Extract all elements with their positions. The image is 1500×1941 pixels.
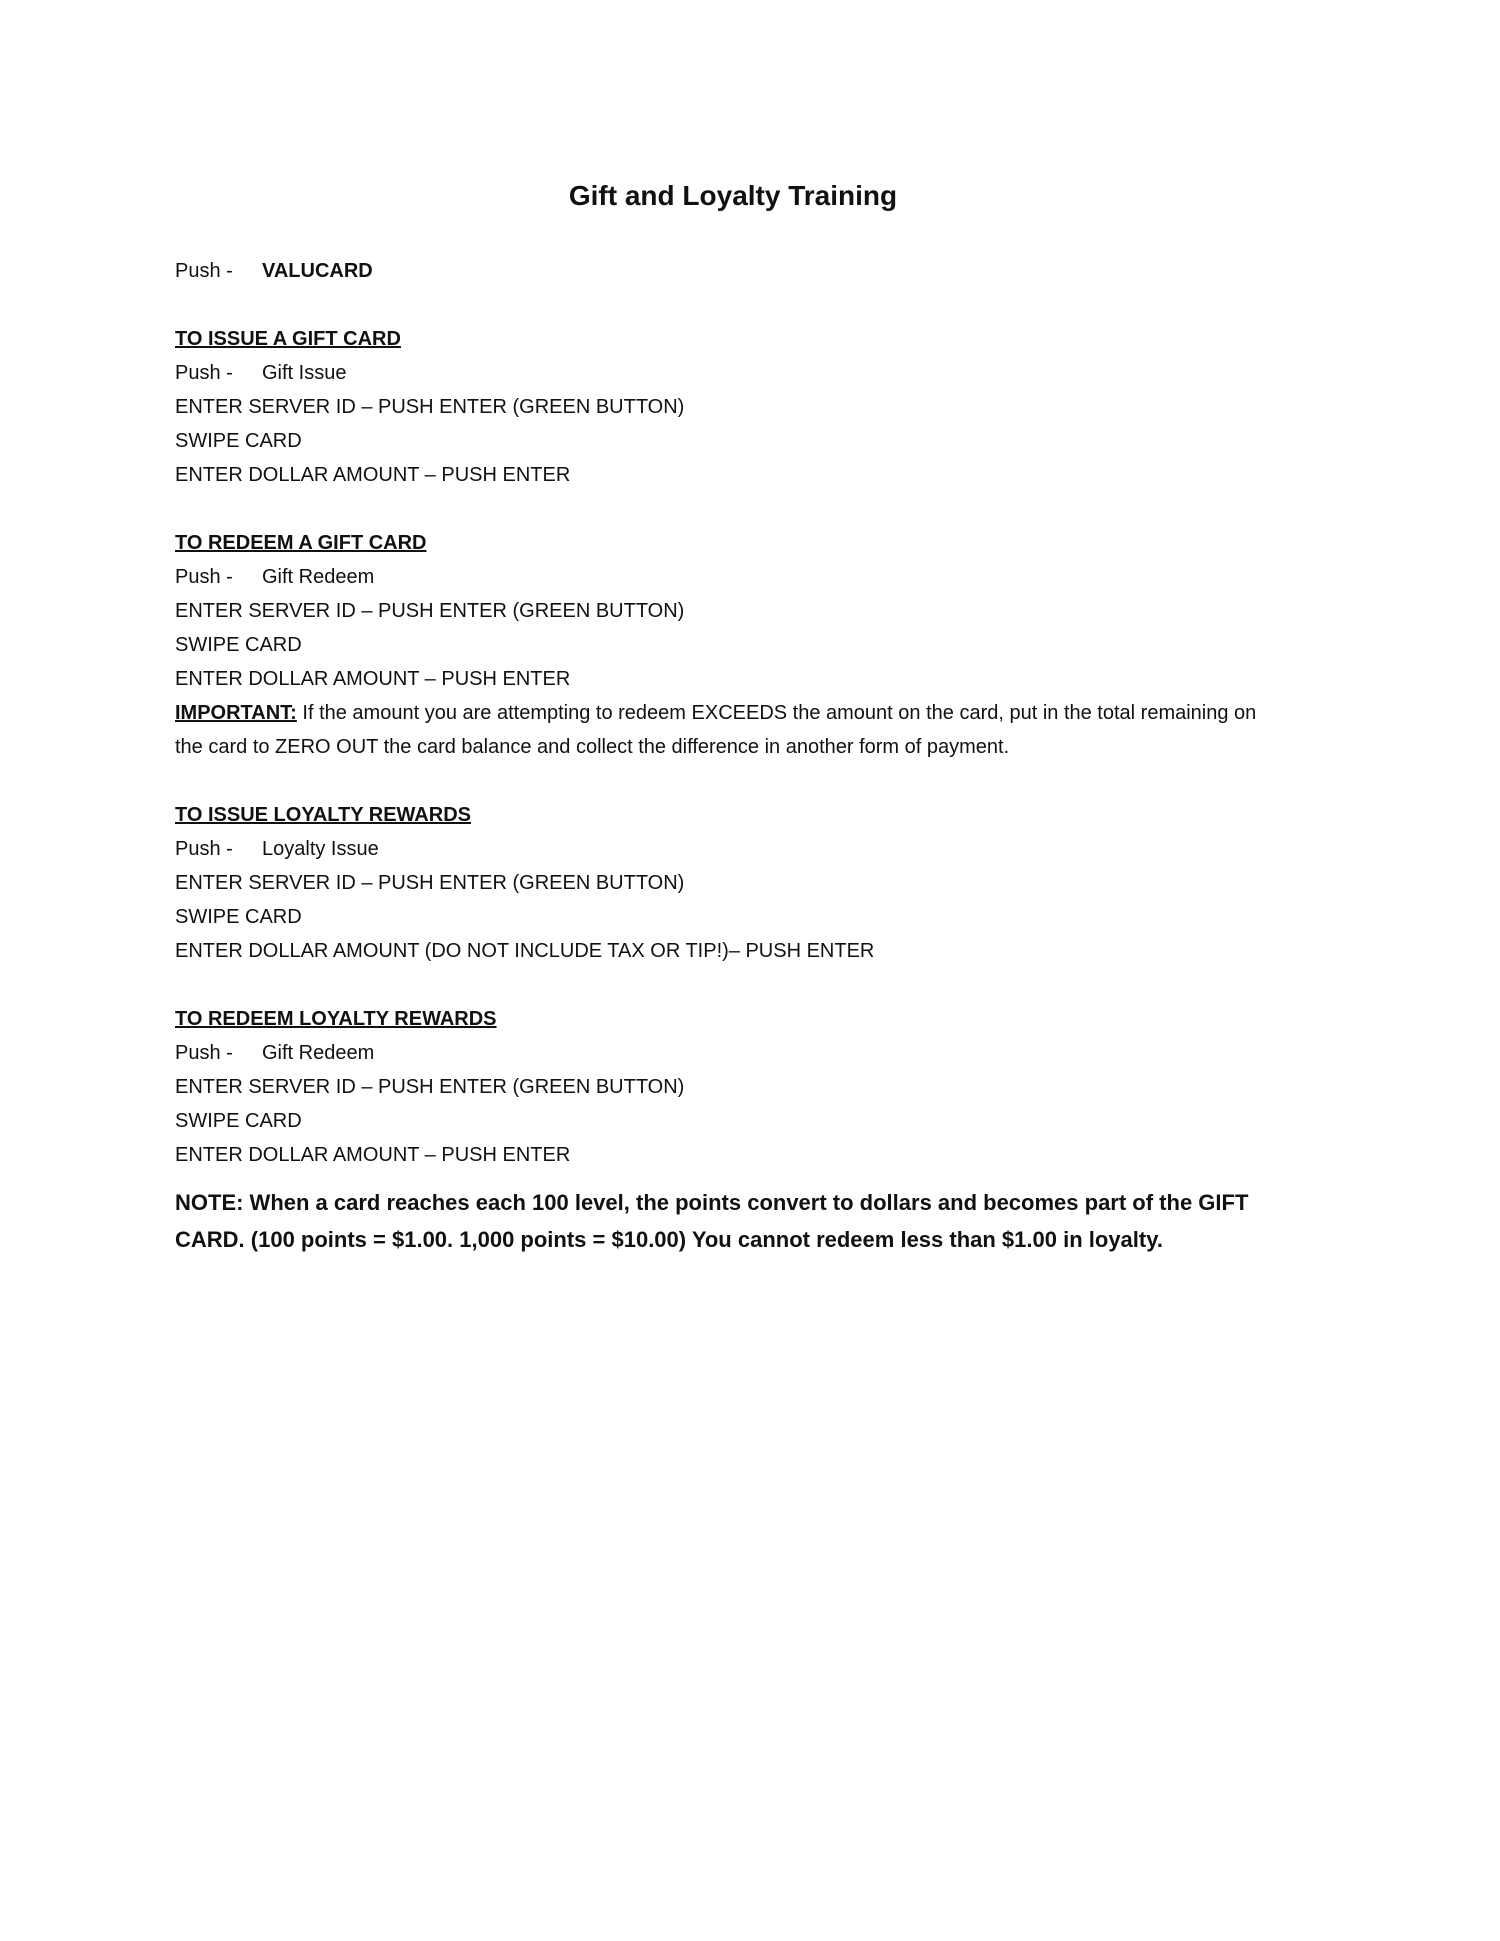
push-value: Gift Redeem — [262, 1042, 375, 1064]
step: SWIPE CARD — [175, 906, 302, 928]
step: SWIPE CARD — [175, 634, 302, 656]
step: ENTER SERVER ID – PUSH ENTER (GREEN BUTTON) — [175, 872, 685, 894]
section-heading: TO ISSUE A GIFT CARD — [175, 328, 401, 350]
step: ENTER SERVER ID – PUSH ENTER (GREEN BUTTON) — [175, 396, 685, 418]
page-title: Gift and Loyalty Training — [568, 180, 898, 211]
note-line: CARD. (100 points = $1.00. 1,000 points = $10.00) You cannot redeem less than $1.00 in loyalty. — [175, 1227, 1163, 1252]
step: SWIPE CARD — [175, 1110, 302, 1132]
step: ENTER SERVER ID – PUSH ENTER (GREEN BUTTON) — [175, 1076, 685, 1098]
section-issue-gift-card — [175, 322, 1375, 492]
section-heading: TO REDEEM A GIFT CARD — [175, 532, 427, 554]
important-note — [175, 696, 1265, 764]
section-redeem-loyalty — [175, 1002, 1375, 1172]
step: ENTER DOLLAR AMOUNT – PUSH ENTER — [175, 464, 571, 486]
step: ENTER DOLLAR AMOUNT (DO NOT INCLUDE TAX OR TIP!)– PUSH ENTER — [175, 940, 875, 962]
section-issue-loyalty — [175, 798, 1375, 968]
push-value: VALUCARD — [262, 260, 373, 282]
push-label: Push - — [175, 260, 233, 282]
step: ENTER SERVER ID – PUSH ENTER (GREEN BUTTON) — [175, 600, 685, 622]
push-value: Gift Redeem — [262, 566, 375, 588]
loyalty-note — [175, 1184, 1375, 1258]
push-label: Push - — [175, 362, 233, 384]
document-body — [175, 254, 1375, 1258]
push-label: Push - — [175, 1042, 233, 1064]
step: ENTER DOLLAR AMOUNT – PUSH ENTER — [175, 1144, 571, 1166]
push-value: Loyalty Issue — [262, 838, 379, 860]
note-line: NOTE: When a card reaches each 100 level, the points convert to dollars and becomes part of the GIFT — [175, 1190, 1249, 1215]
step: ENTER DOLLAR AMOUNT – PUSH ENTER — [175, 668, 571, 690]
push-value: Gift Issue — [262, 362, 347, 384]
important-label: IMPORTANT: — [175, 702, 297, 724]
push-label: Push - — [175, 838, 233, 860]
section-heading: TO ISSUE LOYALTY REWARDS — [175, 804, 471, 826]
section-redeem-gift-card — [175, 526, 1375, 764]
step: SWIPE CARD — [175, 430, 302, 452]
intro-line — [175, 254, 1375, 288]
push-label: Push - — [175, 566, 233, 588]
section-heading: TO REDEEM LOYALTY REWARDS — [175, 1008, 497, 1030]
important-text: If the amount you are attempting to redeem EXCEEDS the amount on the card, put in the total remaining on the card to ZERO OUT the card balance and collect the difference in another form of payment. — [175, 702, 1257, 758]
